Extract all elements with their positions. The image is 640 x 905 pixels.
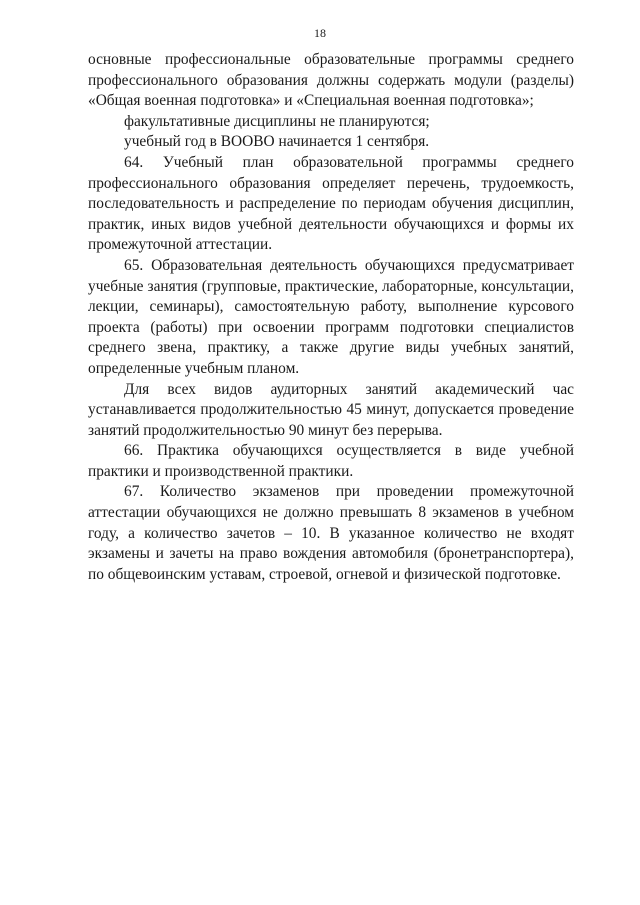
paragraph-academic-hour: Для всех видов аудиторных занятий академический час устанавливается продолжительностью 45 минут, допускается проведение занятий продолжительностью 90 минут без перерыва. (88, 380, 574, 439)
paragraph-electives: факультативные дисциплины не планируются; (124, 112, 430, 130)
paragraph-64: 64. Учебный план образовательной программы среднего профессионального образования определяет перечень, трудоемкость, последовательность и распределение по периодам обучения дисциплин, практик, иных видов учебной деятельности обучающихся и формы их промежуточной аттестации. (88, 153, 574, 254)
page-number: 18 (314, 26, 326, 40)
paragraph-65: 65. Образовательная деятельность обучающихся предусматривает учебные занятия (групповые, практические, лабораторные, консультации, лекции, семинары), самостоятельную работу, выполнение курсового проекта (работы) при освоении программ подготовки специалистов среднего звена, практику, а также другие виды учебных занятий, определенные учебным планом. (88, 256, 574, 377)
document-body (88, 50, 574, 585)
paragraph-67: 67. Количество экзаменов при проведении промежуточной аттестации обучающихся не должно превышать 8 экзаменов в учебном году, а количество зачетов – 10. В указанное количество не входят экзамены и зачеты на право вождения автомобиля (бронетранспортера), по общевоинским уставам, строевой, огневой и физической подготовке. (88, 483, 574, 583)
paragraph-modules: основные профессиональные образовательные программы среднего профессионального образования должны содержать модули (разделы) «Общая военная подготовка» и «Специальная военная подготовка»; (88, 51, 574, 110)
paragraph-academic-year: учебный год в ВООВО начинается 1 сентября. (124, 133, 430, 151)
paragraph-66: 66. Практика обучающихся осуществляется в виде учебной практики и производственной практики. (88, 442, 574, 480)
